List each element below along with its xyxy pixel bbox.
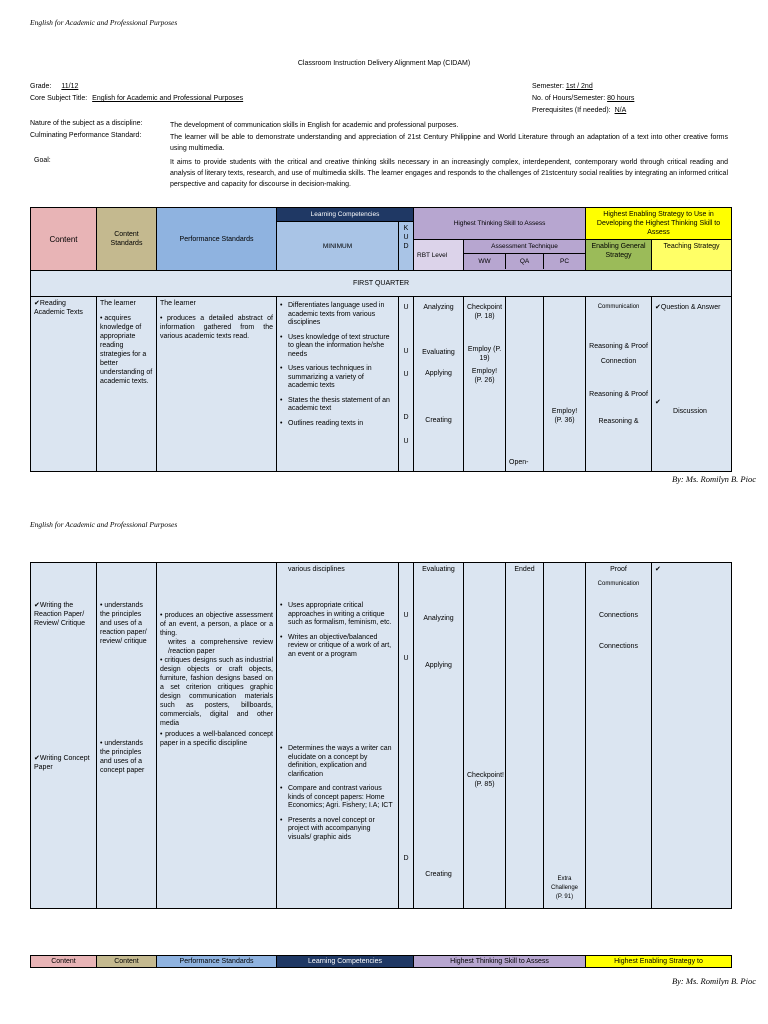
col-teaching-strategy: Teaching Strategy (652, 240, 732, 271)
ww-cell (464, 297, 506, 472)
competency-item: • Outlines reading texts in (280, 420, 395, 429)
ww-value: Employ! (P. 26) (471, 368, 498, 384)
assessment-technique-label: Assessment Technique (464, 240, 585, 254)
col-learning-competencies: Learning Competencies (277, 208, 414, 222)
course-header: English for Academic and Professional Purposes (30, 18, 178, 27)
egs-value: Communication (597, 304, 640, 310)
pc-value: Employ! (P. 36) (551, 408, 578, 424)
author-footer: By: Ms. Romilyn B. Pioc (671, 474, 756, 484)
col-content-standards: Content Standards (97, 208, 157, 271)
bottom-col-learning-competencies: Learning Competencies (277, 956, 414, 968)
rbt-cell (414, 297, 464, 472)
content-value: ✔Writing the Reaction Paper/ Review/ Critique (34, 602, 85, 627)
semester-label: Semester: (532, 83, 564, 90)
competency-item: • Uses appropriate critical approaches in writing a critique such as formalism, feminism, etc. (280, 602, 395, 628)
competency-item: • Determines the ways a writer can elucidate on a concept by definition, explication and clarification (280, 745, 395, 779)
ww-value: Checkpoint! (P. 85) (467, 772, 504, 788)
goal-text: It aims to provide students with the critical and creative thinking skills necessary in an increasingly complex, interdependent, contemporary world through critical reading and analysis of literary texts, research, and use of multimedia skills. The learner engages and responds to the challenges of 21stcentury social realities by integrating an informed critical perspective and capacity for discourse in decision-making. (170, 159, 728, 188)
ts-value: ✔ (655, 566, 661, 573)
ts-cell (652, 297, 732, 472)
competencies-cell-page2 (277, 563, 399, 909)
bottom-col-highest-enabling-strategy: Highest Enabling Strategy to (586, 956, 732, 968)
col-kud: K U D (399, 222, 414, 271)
content-cell: ✔Reading Academic Texts (31, 297, 97, 472)
prereq-line (532, 107, 626, 114)
col-highest-thinking-skill: Highest Thinking Skill to Assess (414, 208, 586, 240)
egs-value: Reasoning & Proof (589, 343, 648, 350)
course-header-page2: English for Academic and Professional Purposes (30, 520, 178, 529)
col-enabling-general-strategy: Enabling General Strategy (586, 240, 652, 271)
qa-label: QA (506, 254, 544, 269)
prereq-value: N/A (614, 107, 627, 114)
ww-value: Employ (P. 19) (467, 346, 502, 362)
kud-value: U (403, 438, 409, 445)
col-assessment-technique (464, 240, 586, 271)
nature-text: The development of communication skills in English for academic and professional purposes. (170, 122, 459, 129)
culminating-text: The learner will be able to demonstrate understanding and appreciation of 21st Century Philippine and World Literature through an adaptation of a text into other creative forms using multimedia. (170, 134, 728, 152)
pstd-value: • critiques designs such as industrial design objects or craft objects, furniture, fashion designs based on a set criterion critiques graphic design communication materials such as posters, billboards, commercials, digital and other media (160, 657, 273, 727)
hours-value: 80 hours (607, 95, 635, 102)
ww-label: WW (464, 254, 506, 269)
content-value: ✔Writing Concept Paper (34, 755, 90, 771)
nature-label: Nature of the subject as a discipline: (30, 120, 143, 127)
kud-value: U (403, 304, 409, 311)
egs-value: Connections (599, 612, 638, 619)
egs-value: Connection (600, 358, 637, 365)
kud-value: D (403, 414, 409, 421)
pc-cell (544, 297, 586, 472)
cstd-text: • acquires knowledge of appropriate reading strategies for a better understanding of academic texts. (100, 315, 153, 385)
pc-value: Extra Challenge (P. 91) (550, 876, 579, 900)
cstd-value: • understands the principles and uses of a reaction paper/ review/ critique (100, 602, 147, 645)
col-minimum: MINIMUM (277, 222, 399, 271)
ts-value: ✔Question & Answer (655, 304, 721, 311)
col-content: Content (31, 208, 97, 271)
egs-value: Proof (610, 566, 627, 573)
rbt-value: Analyzing (423, 304, 454, 311)
bottom-col-performance-standards: Performance Standards (157, 956, 277, 968)
egs-cell-page2 (586, 563, 652, 909)
rbt-value: Evaluating (422, 566, 455, 573)
ww-cell-page2 (464, 563, 506, 909)
pstd-value: • produces a well-balanced concept paper in a specific discipline (160, 731, 273, 747)
competency-item: • Uses knowledge of text structure to glean the information he/she needs (280, 334, 395, 360)
pstd-intro: The learner (160, 300, 196, 307)
ts-cell-page2 (652, 563, 732, 909)
pc-label: PC (560, 258, 570, 265)
grade-value: 11/12 (61, 83, 79, 90)
semester-value: 1st / 2nd (565, 83, 593, 90)
grade-label: Grade: (30, 83, 52, 90)
ts-value: Discussion (673, 408, 707, 415)
content-standards-cell (97, 297, 157, 472)
rbt-cell-page2 (414, 563, 464, 909)
competency-item: • Writes an objective/balanced review or critique of a work of art, an event or a program (280, 634, 395, 660)
competency-item: • Differentiates language used in academic texts from various disciplines (280, 302, 395, 328)
kud-cell (399, 297, 414, 472)
rbt-value: Analyzing (423, 615, 454, 622)
ts-value: ✔ (655, 399, 661, 406)
cidam-table-page2 (30, 562, 732, 909)
author-footer-page2: By: Ms. Romilyn B. Pioc (671, 976, 756, 986)
qa-value: Ended (514, 566, 535, 573)
subject-value: English for Academic and Professional Purposes (92, 95, 244, 102)
rbt-value: Creating (425, 871, 452, 878)
kud-cell-page2 (399, 563, 414, 909)
egs-value: Reasoning & Proof (589, 391, 648, 398)
rbt-value: Creating (425, 417, 452, 424)
competency-item: • States the thesis statement of an academic text (280, 397, 395, 414)
egs-value: Connections (599, 643, 638, 650)
col-highest-enabling-strategy: Highest Enabling Strategy to Use in Developing the Highest Thinking Skill to Assess (586, 208, 732, 240)
hours-line (532, 95, 634, 102)
rbt-value: Applying (425, 370, 452, 377)
competency-item: • Compare and contrast various kinds of concept papers: Home Economics; Agri. Fishery; I.A; ICT (280, 785, 395, 811)
pstd-value: • produces an objective assessment of an event, a person, a place or a thing. (160, 612, 273, 637)
col-performance-standards: Performance Standards (157, 208, 277, 271)
pstd-text: • produces a detailed abstract of information gathered from the various academic texts read. (160, 315, 273, 340)
kud-value: U (403, 371, 409, 378)
competencies-cell (277, 297, 399, 472)
kud-value: U (403, 655, 409, 662)
goal-label: Goal: (34, 157, 51, 164)
pc-cell-page2 (544, 563, 586, 909)
egs-value: Reasoning & (598, 418, 639, 425)
competency-item: • Uses various techniques in summarizing a variety of academic texts (280, 365, 395, 391)
kud-value: D (403, 855, 409, 862)
bottom-header-strip (30, 955, 732, 968)
cstd-intro: The learner (100, 300, 136, 307)
egs-cell (586, 297, 652, 472)
subject-line (30, 95, 243, 102)
cstd-value: • understands the principles and uses of a concept paper (100, 740, 145, 774)
bottom-col-content-standards: Content (97, 956, 157, 968)
cidam-table-page1 (30, 207, 732, 472)
prereq-label: Prerequisites (If needed): (532, 107, 611, 114)
competency-continued: various disciplines (288, 566, 345, 573)
pstd-value: writes a comprehensive review /reaction paper (168, 639, 273, 655)
culminating-label: Culminating Performance Standard: (30, 132, 142, 139)
ww-value: Checkpoint (P. 18) (467, 304, 503, 320)
hours-label: No. of Hours/Semester: (532, 95, 606, 102)
col-rbt-level (414, 240, 464, 271)
egs-value: Communication (597, 581, 640, 587)
quarter-label: FIRST QUARTER (31, 271, 732, 297)
rbt-value: Evaluating (422, 349, 455, 356)
qa-value: Open- (509, 459, 529, 466)
kud-value: U (403, 612, 409, 619)
content-standards-cell-page2 (97, 563, 157, 909)
bottom-col-content: Content (31, 956, 97, 968)
semester-line (532, 83, 593, 90)
kud-value: U (403, 348, 409, 355)
qa-cell-page2 (506, 563, 544, 909)
competency-item: • Presents a novel concept or project with accompanying visuals/ graphic aids (280, 817, 395, 843)
grade-line (30, 83, 78, 90)
performance-standards-cell-page2 (157, 563, 277, 909)
rbt-label: RBT Level (417, 251, 448, 259)
subject-label: Core Subject Title: (30, 95, 88, 102)
bottom-col-highest-thinking-skill: Highest Thinking Skill to Assess (414, 956, 586, 968)
page-title: Classroom Instruction Delivery Alignment Map (CIDAM) (297, 60, 471, 67)
performance-standards-cell (157, 297, 277, 472)
qa-cell (506, 297, 544, 472)
content-cell-page2 (31, 563, 97, 909)
rbt-value: Applying (425, 662, 452, 669)
